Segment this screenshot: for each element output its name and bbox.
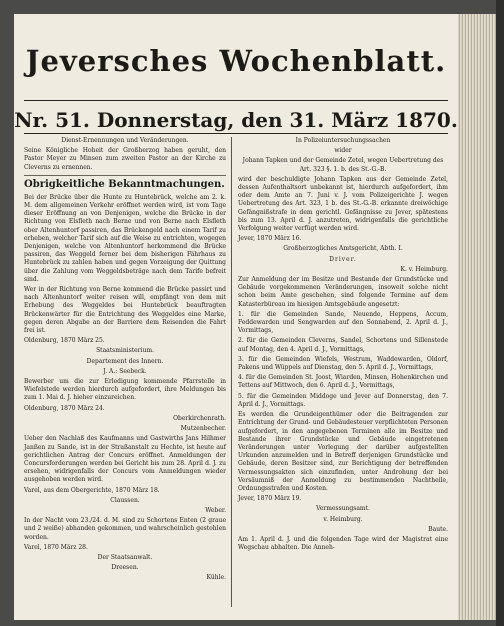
issue-line: Nr. 51. Donnerstag, den 31. März 1870. bbox=[14, 108, 458, 132]
right-column-paragraph: 5. für die Gemeinden Middoge und Jever auf Donnerstag, den 7. April d. J., Vormittags. bbox=[238, 392, 448, 408]
left-column-paragraph: Kühle. bbox=[206, 574, 226, 582]
right-column-paragraph: Johann Tapken und der Gemeinde Zetel, wegen Uebertretung des Art. 323 §. 1. b. des St.-G.-B. bbox=[242, 157, 444, 173]
section-rule bbox=[24, 175, 226, 176]
left-column-paragraph: Obrigkeitliche Bekanntmachungen. bbox=[24, 178, 225, 190]
left-column-paragraph: Weber. bbox=[205, 506, 226, 514]
left-column-paragraph: Varel, aus dem Obergerichte, 1870 März 18. bbox=[24, 486, 160, 494]
left-column-paragraph: Ueber den Nachlaß des Kaufmanns und Gastwirths Jans Hilhmer Janßen zu Sande, ist in der Straßanstalt zu Hechte, ist heute auf gerichtlichen Antrag der Concurs eröffnet. Anmeldungen der Concursforderungen werden bei Gericht bis zum 28. April d. J. zu ersehen, widrigenfalls der Concurs vom Anmeldungen wieder ausgehoben werden wird. bbox=[24, 435, 226, 484]
right-column-paragraph: 1. für die Gemeinden Sande, Neuende, Heppens, Accum, Feddewarden und Sengwarden auf den Sonnabend, 2. April d. J., Vormittags, bbox=[238, 310, 448, 335]
right-column-paragraph: Am 1. April d. J. und die folgenden Tage wird der Magistrat eine Wegschau abhalten. Die Anneh- bbox=[238, 535, 448, 552]
book-binding bbox=[496, 0, 504, 626]
right-column-paragraph: In Polizeiuntersuchungssachen bbox=[295, 137, 391, 144]
right-column-paragraph: Zur Anmeldung der im Besitze und Bestande der Grundstücke und Gebäude vorgekommenen Veränderungen, insoweit solche nicht schon beim Amte geschehen, sind folgende Termine auf dem Katasterbüreau im hiesigen Amtsgebäude angesetzt: bbox=[238, 276, 448, 308]
right-column-paragraph: Großherzogliches Amtsgericht, Abth. I. bbox=[283, 245, 403, 253]
right-column-paragraph: wird der beschuldigte Johann Tapken aus der Gemeinde Zetel, dessen Aufenthaltsort unbekannt ist, hierdurch aufgefordert, ihm oder dem Amte an 7. Juni v. J. vom Polizeigerichte J. wegen Uebertretung des Art. 323, 1 b. des St.-G.-B. erkannte dreiwöchige Gefängnißstrafe in dem gerichtl. Gefängnisse zu Jever, spätestens bis zum 13. April d. J. anzutreten, widrigenfalls die gerichtliche Verfolgung weiter verfügt werden wird. bbox=[238, 175, 448, 233]
right-column-paragraph: wider bbox=[334, 147, 352, 155]
left-column-paragraph: Oldenburg, 1870 März 24. bbox=[24, 404, 105, 412]
left-column-paragraph: Dreesen. bbox=[111, 564, 139, 572]
left-column-paragraph: Der Staatsanwalt. bbox=[97, 553, 153, 561]
right-column-paragraph: Vermessungsamt. bbox=[316, 505, 370, 513]
right-column-paragraph: Es werden die Grundeigenthümer oder die Beitragenden zur Entrichtung der Grund- und Gebäudesteuer verpflichteten Personen aufgefordert, in den angegebenen Terminen alle im Besitze und Bestande ihrer Grundstücke und Gebäude eingetretenen Veränderungen unter Vorlegung der darüber aufgestellten Urkunden anzumelden und in Betreff derjenigen Grundstücke und Gebäude, deren Besitzer sind, zur Berichtigung der betreffenden Vermessungsakten sich einzufinden, unter Androhung der bei Versäumniß der Anmeldung zu bestimmenden Nachtheile, Ordnungsstrafen und Kosten. bbox=[238, 411, 448, 492]
issue-rule bbox=[24, 133, 448, 134]
left-column-paragraph: Departement des Innern. bbox=[86, 357, 164, 365]
left-column-paragraph: Oberkirchenrath. bbox=[173, 414, 226, 422]
left-column-paragraph: Dienst-Ernennungen und Veränderungen. bbox=[61, 137, 189, 144]
right-column-paragraph: Jever, 1870 März 16. bbox=[238, 235, 302, 243]
page-edges bbox=[458, 14, 496, 620]
left-column-paragraph: Seine Königliche Hoheit der Großherzog haben geruht, den Pastor Meyer zu Minsen zum zweiten Pastor an der Kirche zu Cleverns zu ernennen. bbox=[24, 147, 226, 171]
left-column-paragraph: Wer in der Richtung von Berne kommend die Brücke passirt und nach Altenhuntorf weiter reisen will, empfängt von dem mit Erhebung des Weggeldes bei Huntebrück beauftragten Brückenwärter für die Entrichtung des Weggeldes eine Marke, gegen deren Abgabe an der Barriere dem Reisenden die Fahrt frei ist. bbox=[24, 286, 226, 335]
masthead-rule bbox=[24, 100, 448, 101]
left-column-paragraph: Oldenburg, 1870 März 25. bbox=[24, 337, 105, 345]
column-divider bbox=[231, 137, 232, 607]
left-column bbox=[24, 137, 226, 607]
right-column-paragraph: 2. für die Gemeinden Cleverns, Sandel, Schortens und Sillenstede auf Montag, den 4. April d. J., Vormittags, bbox=[238, 337, 448, 353]
right-column-paragraph: 4. für die Gemeinden St. Joost, Wiarden, Minsen, Hohenkirchen und Tettens auf Mittwoch, den 6. April d. J., Vormittags, bbox=[238, 374, 448, 390]
right-column-paragraph: 3. für die Gemeinden Wiefels, Westrum, Waddewarden, Oldorf, Pakens und Wüppels auf Dienstag, den 5. April d. J., Vormittags, bbox=[238, 355, 448, 372]
left-column-paragraph: Varel, 1870 März 28. bbox=[24, 543, 88, 551]
left-column-paragraph: Bewerber um die zur Erledigung kommende Pfarrstelle in Wiefelstede werden hierdurch aufgefordert, ihre Meldungen bis zum 1. Mai d. J. hieher einzureichen. bbox=[24, 378, 226, 402]
left-column-paragraph: Mutzenbecher. bbox=[180, 425, 226, 433]
right-column-paragraph: Jever, 1870 März 19. bbox=[238, 495, 302, 503]
left-column-paragraph: Claussen. bbox=[110, 496, 140, 504]
masthead-title: Jeversches Wochenblatt. bbox=[25, 44, 447, 78]
newspaper-page bbox=[14, 14, 458, 620]
left-column-paragraph: In der Nacht vom 23./24. d. M. sind zu Schortens Enten (2 graue und 2 weiße) abhanden gekommen, und wahrscheinlich gestohlen worden. bbox=[24, 517, 226, 541]
right-column-paragraph: K. v. Heimburg. bbox=[400, 265, 448, 273]
left-column-paragraph: Staatsministerium. bbox=[96, 347, 154, 355]
right-column-paragraph: Baute. bbox=[428, 525, 448, 533]
left-column-paragraph: Bei der Brücke über die Hunte zu Huntebrück, welche am 2. k. M. dem allgemeinen Verkehr eröffnet werden wird, ist vom Tage dieser Eröffnung an von Denjenigen, welche die Brücke in der Richtung von Elsfleth nach Berne und von Berne nach Elsfleth ober Altenhuntorf passiren, das Brückengeld nach einem Tarif zu erheben, welcher Tarif sich auf die Weise zu entrichten, wogegen Denjenigen, welche von Altenhuntorf herkommend die Brücke passiren, das Weggeld ferner bei dem bisherigen Fährhaus zu Huntebrück zu zahlen haben und gegen Vorzeigung der Quittung über die Zahlung vom Weggeldsbeträge nach dem Tarife befreit sind. bbox=[24, 193, 226, 283]
right-column bbox=[238, 137, 448, 617]
left-column-paragraph: J. A.: Seebeck. bbox=[103, 367, 147, 375]
right-column-paragraph: v. Heimburg. bbox=[323, 515, 363, 523]
right-column-paragraph: Driver. bbox=[329, 255, 357, 263]
